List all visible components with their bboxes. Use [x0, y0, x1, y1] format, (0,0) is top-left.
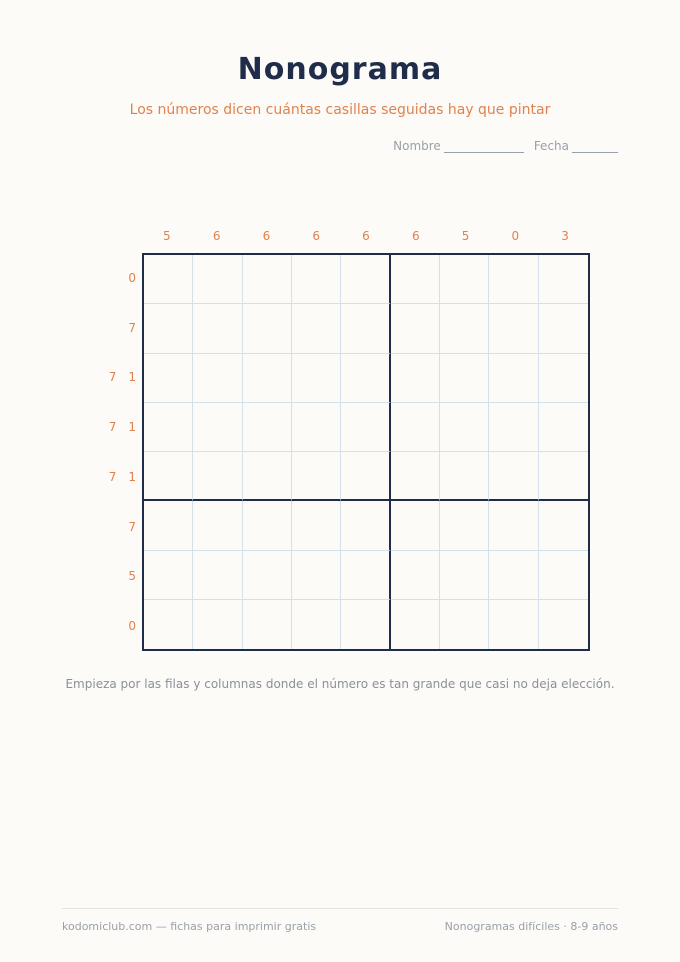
row-clue: [90, 253, 136, 303]
column-clue: 3: [561, 229, 569, 243]
grid-cell[interactable]: [243, 501, 292, 550]
grid-cell[interactable]: [144, 255, 193, 304]
column-clue: 6: [212, 229, 221, 243]
grid-cell[interactable]: [144, 354, 193, 403]
row-clue-number: 0: [128, 270, 136, 285]
instructions-text: Empieza por las filas y columnas donde el número es tan grande que casi no deja elección.: [65, 677, 615, 691]
name-label: Nombre: [393, 139, 441, 153]
grid-cell[interactable]: [391, 501, 440, 550]
grid-cell[interactable]: [243, 304, 292, 353]
column-clue: 5: [461, 229, 470, 243]
grid-cell[interactable]: [440, 501, 489, 550]
grid-cell[interactable]: [391, 551, 440, 600]
row-clue: [90, 502, 136, 552]
grid-cell[interactable]: [341, 304, 390, 353]
grid-cell[interactable]: [489, 354, 538, 403]
grid-cell[interactable]: [292, 452, 341, 501]
row-clue-number: 7: [108, 420, 117, 435]
row-clue-number: 1: [128, 469, 136, 484]
row-clue: [90, 452, 136, 502]
grid-cell[interactable]: [341, 600, 390, 649]
grid-cell[interactable]: [539, 403, 588, 452]
grid-cell[interactable]: [292, 600, 341, 649]
grid-cell[interactable]: [193, 600, 242, 649]
grid-cell[interactable]: [193, 403, 242, 452]
row-clue-number: 1: [128, 420, 136, 435]
grid-cell[interactable]: [391, 403, 440, 452]
grid-cell[interactable]: [539, 354, 588, 403]
nonogram-grid: [142, 253, 590, 651]
row-clue-number: 7: [108, 370, 117, 385]
grid-cell[interactable]: [292, 304, 341, 353]
grid-cell[interactable]: [341, 452, 390, 501]
grid-cell[interactable]: [292, 551, 341, 600]
grid-cell[interactable]: [489, 255, 538, 304]
grid-cell[interactable]: [193, 551, 242, 600]
grid-cell[interactable]: [489, 551, 538, 600]
grid-cell[interactable]: [341, 551, 390, 600]
grid-cell[interactable]: [144, 452, 193, 501]
grid-cell[interactable]: [243, 452, 292, 501]
grid-cell[interactable]: [243, 255, 292, 304]
row-clue-number: 5: [128, 569, 136, 584]
grid-cell[interactable]: [391, 255, 440, 304]
grid-cell[interactable]: [193, 304, 242, 353]
grid-cell[interactable]: [341, 403, 390, 452]
row-clue: [90, 552, 136, 602]
footer-site: kodomiclub.com — fichas para imprimir gratis: [62, 920, 317, 933]
grid-cell[interactable]: [440, 551, 489, 600]
column-clue: 6: [411, 229, 420, 243]
grid-cell[interactable]: [539, 600, 588, 649]
grid-cell[interactable]: [391, 304, 440, 353]
row-clue-number: 7: [128, 320, 136, 335]
column-clue: 6: [262, 229, 271, 243]
grid-cell[interactable]: [440, 304, 489, 353]
grid-cell[interactable]: [440, 452, 489, 501]
grid-cell[interactable]: [539, 452, 588, 501]
column-clue: 0: [511, 229, 520, 243]
grid-cell[interactable]: [144, 600, 193, 649]
grid-cell[interactable]: [193, 255, 242, 304]
footer-category: Nonogramas difíciles · 8-9 años: [444, 920, 618, 933]
grid-cell[interactable]: [292, 354, 341, 403]
column-clue: 6: [362, 229, 370, 243]
row-clue: [90, 402, 136, 452]
page-subtitle: Los números dicen cuántas casillas seguidas hay que pintar: [129, 102, 551, 118]
grid-cell[interactable]: [243, 551, 292, 600]
row-clue-number: 7: [128, 519, 136, 534]
grid-cell[interactable]: [193, 452, 242, 501]
grid-cell[interactable]: [440, 354, 489, 403]
grid-cell[interactable]: [539, 501, 588, 550]
row-clue: [90, 303, 136, 353]
footer-divider: [62, 908, 618, 909]
grid-cell[interactable]: [391, 452, 440, 501]
grid-cell[interactable]: [391, 600, 440, 649]
grid-cell[interactable]: [391, 354, 440, 403]
grid-cell[interactable]: [193, 354, 242, 403]
grid-cell[interactable]: [489, 304, 538, 353]
grid-cell[interactable]: [440, 600, 489, 649]
grid-cell[interactable]: [193, 501, 242, 550]
grid-cell[interactable]: [489, 452, 538, 501]
grid-cell[interactable]: [489, 501, 538, 550]
grid-cell[interactable]: [539, 551, 588, 600]
grid-cell[interactable]: [292, 501, 341, 550]
grid-cell[interactable]: [341, 255, 390, 304]
page-title: Nonograma: [237, 52, 443, 87]
grid-cell[interactable]: [440, 403, 489, 452]
grid-cell[interactable]: [243, 354, 292, 403]
column-clue: 6: [312, 229, 321, 243]
column-clue: 5: [163, 229, 171, 243]
grid-cell[interactable]: [440, 255, 489, 304]
row-clue-number: 1: [128, 370, 136, 385]
grid-cell[interactable]: [292, 403, 341, 452]
grid-cell[interactable]: [243, 403, 292, 452]
grid-cell[interactable]: [489, 403, 538, 452]
grid-cell[interactable]: [341, 354, 390, 403]
grid-cell[interactable]: [489, 600, 538, 649]
grid-cell[interactable]: [144, 403, 193, 452]
date-label: Fecha: [533, 139, 569, 153]
grid-cell[interactable]: [341, 501, 390, 550]
grid-cell[interactable]: [144, 551, 193, 600]
grid-cell[interactable]: [144, 501, 193, 550]
grid-cell[interactable]: [292, 255, 341, 304]
grid-cell[interactable]: [144, 304, 193, 353]
row-clue: [90, 353, 136, 403]
grid-cell[interactable]: [539, 255, 588, 304]
grid-cell[interactable]: [243, 600, 292, 649]
row-clue: [90, 601, 136, 651]
row-clue-number: 0: [128, 619, 136, 634]
grid-cell[interactable]: [539, 304, 588, 353]
row-clue-number: 7: [108, 469, 117, 484]
